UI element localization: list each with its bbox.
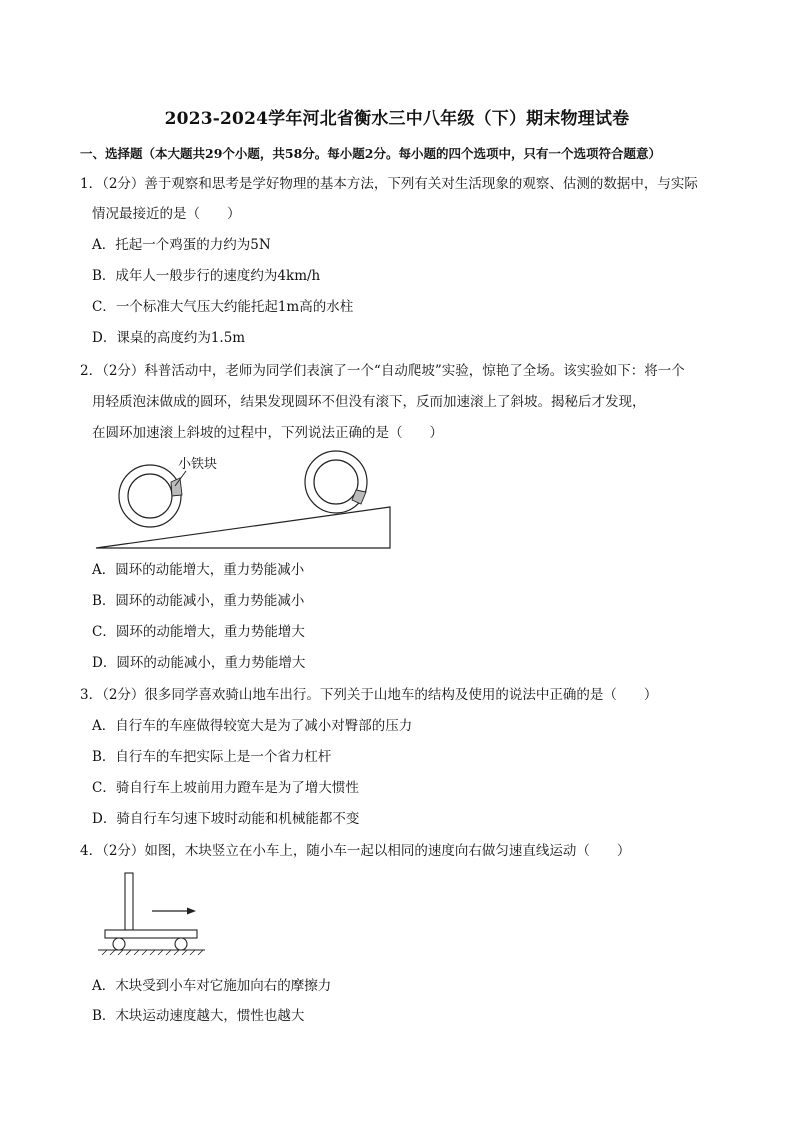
question-1-option-c: C．一个标准大气压大约能托起1m高的水柱 (92, 299, 354, 315)
velocity-arrow (152, 908, 196, 915)
section-heading: 一、选择题（本大题共29个小题，共58分。每小题2分。每小题的四个选项中，只有一个选项符合题意） (80, 146, 661, 161)
question-3-option-c: C．骑自行车上坡前用力蹬车是为了增大惯性 (92, 780, 359, 796)
question-2-stem-line-2: 用轻质泡沫做成的圆环，结果发现圆环不但没有滚下，反而加速滚上了斜坡。揭秘后才发现， (92, 394, 646, 410)
question-2-option-d: D．圆环的动能减小，重力势能增大 (92, 655, 306, 671)
question-2-option-a: A．圆环的动能增大，重力势能减小 (92, 562, 305, 578)
question-2-stem-line-3: 在圆环加速滚上斜坡的过程中，下列说法正确的是（ ） (92, 425, 443, 441)
question-3-option-b: B．自行车的车把实际上是一个省力杠杆 (92, 749, 332, 765)
question-4-option-a: A．木块受到小车对它施加向右的摩擦力 (92, 978, 332, 994)
question-4-option-b: B．木块运动速度越大，惯性也越大 (92, 1008, 305, 1024)
question-3-stem-line-1: 3．（2分）很多同学喜欢骑山地车出行。下列关于山地车的结构及使用的说法中正确的是（ ） (80, 687, 658, 703)
question-3-option-a: A．自行车的车座做得较宽大是为了减小对臀部的压力 (92, 718, 413, 734)
iron-block-label: 小铁块 (178, 457, 218, 472)
cart-wheel-right (175, 938, 187, 950)
question-1-stem-line-2: 情况最接近的是（ ） (92, 206, 241, 222)
question-2-option-c: C．圆环的动能增大，重力势能增大 (92, 624, 305, 640)
question-3-option-d: D．骑自行车匀速下坡时动能和机械能都不变 (92, 811, 360, 827)
ground-hatching (102, 950, 203, 955)
wooden-block (125, 873, 133, 930)
question-1-option-a: A．托起一个鸡蛋的力约为5N (92, 237, 271, 253)
cart-wheel-left (113, 938, 125, 950)
question-2-option-b: B．圆环的动能减小，重力势能减小 (92, 593, 305, 609)
exam-title: 2023-2024学年河北省衡水三中八年级（下）期末物理试卷 (164, 109, 630, 129)
question-1-option-b: B．成年人一般步行的速度约为4km/h (92, 268, 321, 284)
question-2-stem-line-1: 2．（2分）科普活动中，老师为同学们表演了一个“自动爬坡”实验，惊艳了全场。该实验如下：将一个 (80, 363, 685, 379)
question-1-stem-line-1: 1．（2分）善于观察和思考是学好物理的基本方法，下列有关对生活现象的观察、估测的数据中，与实际 (80, 176, 698, 192)
cart-body (105, 930, 197, 938)
question-4-stem-line-1: 4．（2分）如图，木块竖立在小车上，随小车一起以相同的速度向右做匀速直线运动（ ） (80, 843, 631, 859)
question-1-option-d: D．课桌的高度约为1.5m (92, 330, 246, 346)
